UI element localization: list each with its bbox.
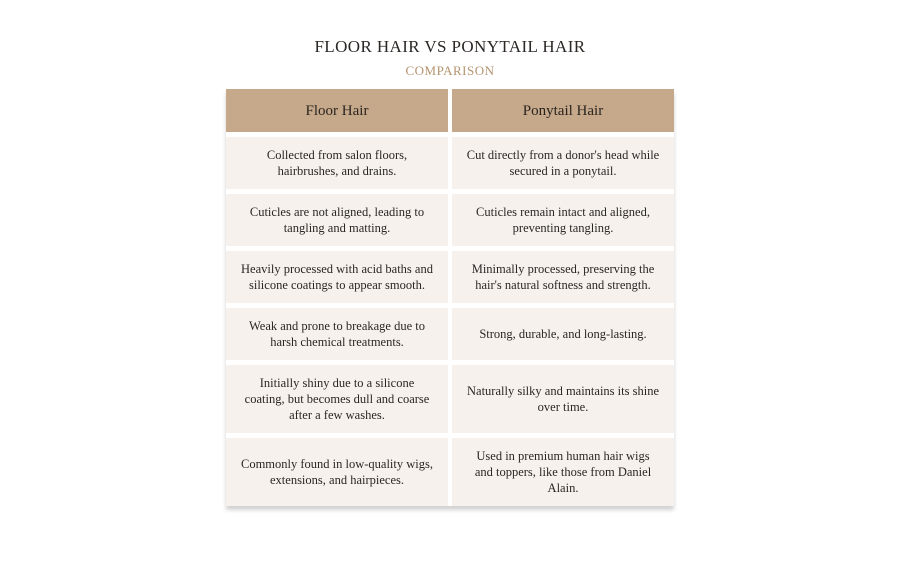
floor-hair-cell: Heavily processed with acid baths and silicone coatings to appear smooth. xyxy=(226,251,448,303)
page-subtitle: COMPARISON xyxy=(405,63,495,78)
ponytail-hair-cell: Used in premium human hair wigs and toppers, like those from Daniel Alain. xyxy=(452,438,674,506)
table-row xyxy=(226,308,674,360)
ponytail-hair-cell: Cuticles remain intact and aligned, preventing tangling. xyxy=(452,194,674,246)
ponytail-hair-cell: Minimally processed, preserving the hair's natural softness and strength. xyxy=(452,251,674,303)
header-ponytail-hair: Ponytail Hair xyxy=(452,89,674,132)
page-title: FLOOR HAIR VS PONYTAIL HAIR xyxy=(314,37,586,56)
floor-hair-cell: Commonly found in low-quality wigs, extensions, and hairpieces. xyxy=(226,438,448,506)
floor-hair-cell: Collected from salon floors, hairbrushes, and drains. xyxy=(226,137,448,189)
table-row xyxy=(226,251,674,303)
header-floor-hair: Floor Hair xyxy=(226,89,448,132)
floor-hair-cell: Cuticles are not aligned, leading to tangling and matting. xyxy=(226,194,448,246)
table-row xyxy=(226,194,674,246)
ponytail-hair-cell: Cut directly from a donor's head while secured in a ponytail. xyxy=(452,137,674,189)
comparison-table xyxy=(226,89,674,506)
floor-hair-cell: Weak and prone to breakage due to harsh chemical treatments. xyxy=(226,308,448,360)
ponytail-hair-cell: Naturally silky and maintains its shine over time. xyxy=(452,365,674,433)
table-row xyxy=(226,365,674,433)
table-header-row xyxy=(226,89,674,132)
table-row xyxy=(226,438,674,506)
table-row xyxy=(226,137,674,189)
ponytail-hair-cell: Strong, durable, and long-lasting. xyxy=(452,308,674,360)
floor-hair-cell: Initially shiny due to a silicone coating, but becomes dull and coarse after a few washes. xyxy=(226,365,448,433)
